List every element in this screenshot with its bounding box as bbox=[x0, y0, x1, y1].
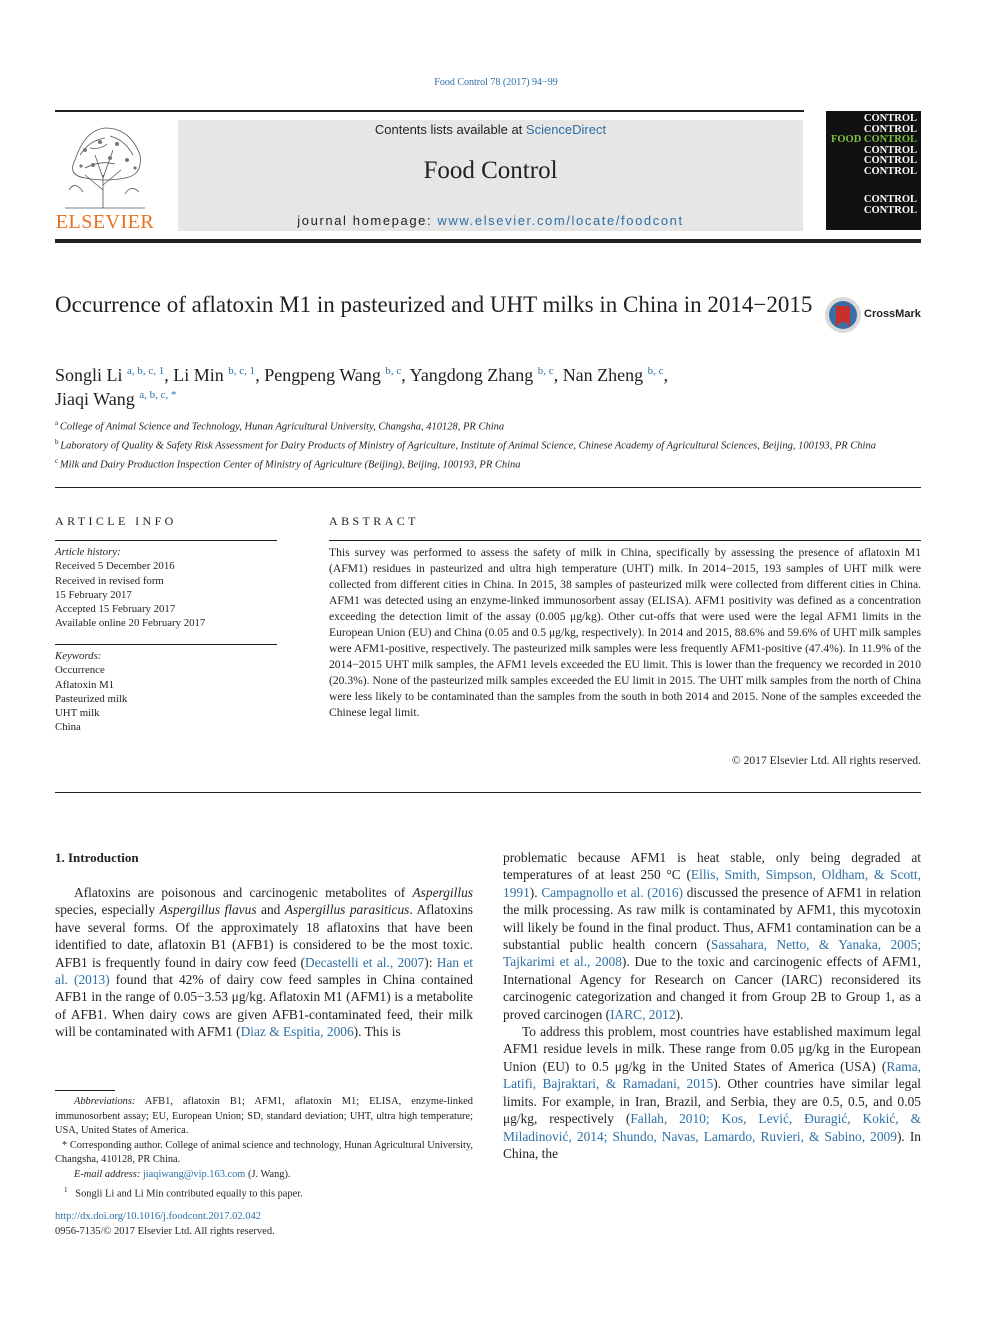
history-item: Received 5 December 2016 bbox=[55, 560, 175, 573]
abbreviations-footnote bbox=[55, 1095, 473, 1139]
italic-term: Aspergillus parasiticus bbox=[284, 902, 410, 918]
equal-contribution-text: Songli Li and Li Min contributed equally to this paper. bbox=[75, 1188, 303, 1200]
footnote-rule bbox=[55, 1090, 115, 1091]
history-label: Article history: bbox=[55, 546, 121, 558]
issn-copyright: 0956-7135/© 2017 Elsevier Ltd. All rights reserved. bbox=[55, 1226, 275, 1237]
author-name[interactable]: Jiaqi Wang bbox=[55, 389, 135, 409]
cover-line-food: FOOD CONTROL bbox=[830, 134, 917, 145]
cover-line: CONTROL bbox=[863, 113, 917, 124]
body-text: ). Due to the toxic and carcinogenic effects of AFM1, International Agency for Research on Cancer (IARC) reconsidered its carcinogenic categorization and changed it from Group 2B to Group 1, as a proved carcinogen ( bbox=[503, 954, 921, 1022]
affiliation-text: College of Animal Science and Technology, Hunan Agricultural University, Changsha, 410128, PR China bbox=[59, 421, 505, 433]
crossmark-badge[interactable] bbox=[824, 296, 924, 336]
author-affiliation-marks[interactable]: b, c bbox=[647, 365, 664, 377]
email-label: E-mail address: bbox=[74, 1168, 141, 1180]
citation-link[interactable]: Ellis, Smith, Simpson, Oldham, & Scott, 1991 bbox=[503, 867, 921, 900]
affiliation-item bbox=[55, 416, 921, 435]
footnote-mark: 1 bbox=[64, 1185, 68, 1194]
sciencedirect-link[interactable]: ScienceDirect bbox=[525, 122, 607, 137]
author-affiliation-marks[interactable]: a, b, c, * bbox=[139, 389, 177, 401]
crossmark-icon bbox=[824, 296, 862, 334]
affiliation-rule bbox=[55, 487, 921, 488]
author-affiliation-marks[interactable]: b, c, 1 bbox=[228, 365, 256, 377]
history-item: Accepted 15 February 2017 bbox=[55, 603, 176, 616]
article-info-heading: ARTICLE INFO bbox=[55, 514, 177, 528]
doi-link[interactable]: http://dx.doi.org/10.1016/j.foodcont.2017.02.042 bbox=[55, 1211, 262, 1222]
article-history bbox=[55, 545, 277, 631]
contents-prefix: Contents lists available at bbox=[374, 122, 526, 137]
crossmark-label: CrossMark bbox=[864, 308, 921, 320]
author-name[interactable]: Pengpeng Wang bbox=[264, 365, 381, 385]
journal-citation[interactable]: Food Control 78 (2017) 94−99 bbox=[434, 77, 558, 88]
citation-link[interactable]: Campagnollo et al. (2016) bbox=[541, 884, 683, 900]
cover-line: CONTROL bbox=[863, 155, 917, 166]
keyword: Pasteurized milk bbox=[55, 692, 128, 705]
footnotes bbox=[55, 1095, 473, 1202]
author-affiliation-marks[interactable]: b, c bbox=[537, 365, 554, 377]
history-item: Available online 20 February 2017 bbox=[55, 617, 206, 630]
author-separator: , bbox=[255, 365, 265, 385]
article-title: Occurrence of aflatoxin M1 in pasteurized and UHT milks in China in 2014−2015 bbox=[55, 292, 813, 317]
intro-paragraph bbox=[503, 1023, 921, 1162]
italic-term: Aspergillus bbox=[412, 885, 473, 900]
body-text: ): bbox=[424, 954, 437, 970]
author-separator: , bbox=[553, 365, 563, 385]
corresponding-author-note: * Corresponding author. College of animal science and technology, Hunan Agricultural University, Changsha, 410128, PR China. bbox=[55, 1139, 473, 1166]
journal-homepage-line bbox=[178, 213, 803, 228]
body-text: and bbox=[256, 902, 285, 918]
affiliation-mark: c bbox=[55, 457, 60, 465]
author-name[interactable]: Nan Zheng bbox=[562, 365, 644, 385]
contents-line bbox=[178, 122, 803, 137]
affiliation-mark: b bbox=[55, 438, 61, 446]
article-info-rule bbox=[55, 540, 277, 541]
affiliations bbox=[55, 416, 921, 473]
body-text: species, especially bbox=[55, 902, 160, 918]
abstract-heading: ABSTRACT bbox=[329, 514, 419, 528]
author-name[interactable]: Songli Li bbox=[55, 365, 123, 385]
body-text: . Aflatoxins have several forms. Of the approximately 18 aflatoxins that have been identified to date, aflatoxin B1 (AFB1) is considered to be the most toxic. AFB1 is frequently found in dairy cow feed ( bbox=[55, 902, 474, 970]
journal-homepage-link[interactable]: www.elsevier.com/locate/foodcont bbox=[437, 213, 684, 228]
author-separator: , bbox=[401, 365, 410, 385]
body-text: ). Other countries have similar legal limits. For example, in Iran, Brazil, and Serbia, they are 0.5, 0.5, and 0.05 μg/kg, respectively ( bbox=[503, 1076, 922, 1127]
elsevier-logo[interactable] bbox=[55, 120, 155, 232]
body-text: ). bbox=[529, 884, 542, 900]
keywords-label: Keywords: bbox=[55, 650, 102, 662]
keyword: Occurrence bbox=[55, 664, 105, 677]
equal-contribution-note bbox=[55, 1183, 473, 1202]
keyword: China bbox=[55, 721, 81, 734]
abstract-rule bbox=[329, 540, 921, 541]
citation-link[interactable]: IARC, 2012 bbox=[610, 1006, 676, 1022]
abstract-text: This survey was performed to assess the safety of milk in China, specifically by assessing the presence of aflatoxin M1 (AFM1) residues in pasteurized and ultra high temperature (UHT) milk. In 2014−2015, 193 samples of UHT milk were collected from different cities in China. In 2015, 38 samples of pasteurized milk were collected from different cities in China. AFM1 was detected using an enzyme-linked immunosorbent assay (ELISA). AFM1 positivity was defined as a concentration exceeding the detection limit of the assay (0.005 μg/kg). Other cut-offs that were used were the legal AFM1 limits in the European Union (EU) and China (0.05 and 0.5 μg/kg, respectively). In 2014 and 2015, 88.6% and 59.6% of UHT milk samples were AFM1-positive, respectively. The pasteurized milk samples were less frequently AFM1-positive (47.4%). In 11.9% of the 2014−2015 UHT milk samples, the AFM1 levels exceeded the EU limit. This is lower than the frequency we recorded in 2010 (20.3%). None of the pasteurized milk samples exceeded the EU limit in 2015. The UHT milk samples from the north of China were less likely to be contaminated than the samples from the south in both 2014 and 2015. None of the samples exceeded the Chinese legal limit. bbox=[329, 546, 921, 719]
affiliation-item bbox=[55, 435, 921, 454]
abstract-bottom-rule bbox=[55, 792, 921, 793]
keywords-block bbox=[55, 649, 277, 735]
body-text: To address this problem, most countries have established maximum legal AFM1 residue levels in milk. These range from 0.05 μg/kg in the European Union (EU) to 0.5 μg/kg in the United States of America (USA) ( bbox=[503, 1024, 921, 1074]
author-separator: , bbox=[164, 365, 174, 385]
cover-line: CONTROL bbox=[863, 123, 917, 135]
email-footnote bbox=[55, 1168, 473, 1183]
citation-link[interactable]: Fallah, 2010; Kos, Lević, Đuragić, Kokić, & Miladinović, 2014; Shundo, Navas, Lamardo, Ruvieri, & Sabino, 2009 bbox=[503, 1111, 921, 1144]
email-link[interactable]: jiaqiwang@vip.163.com bbox=[142, 1168, 246, 1180]
author-separator: , bbox=[663, 365, 669, 385]
header-rule-thick bbox=[55, 239, 921, 243]
journal-name: Food Control bbox=[423, 157, 558, 184]
author-affiliation-marks[interactable]: b, c bbox=[385, 365, 402, 377]
author-list bbox=[55, 361, 915, 409]
affiliation-item bbox=[55, 454, 921, 473]
section-heading-introduction: 1. Introduction bbox=[55, 850, 139, 865]
keyword: UHT milk bbox=[55, 707, 100, 720]
intro-column-right bbox=[503, 849, 921, 1162]
body-text: found that 42% of dairy cow feed samples in China contained AFB1 in the range of 0.05−3.53 μg/kg. Aflatoxin M1 (AFM1) is a metabolite of AFB1. When dairy cows are given AFB1-contaminated feed, their milk will be contaminated with AFM1 ( bbox=[55, 972, 473, 1040]
intro-column-left bbox=[55, 884, 473, 1041]
affiliation-text: Milk and Dairy Production Inspection Center of Ministry of Agriculture (Beijing), Beijing, 100193, PR China bbox=[59, 459, 521, 471]
author-name[interactable]: Yangdong Zhang bbox=[409, 365, 534, 385]
affiliation-text: Laboratory of Quality & Safety Risk Assessment for Dairy Products of Ministry of Agriculture, Institute of Animal Science, Chinese Academy of Agricultural Sciences, Beijing, 100193, PR China bbox=[60, 440, 876, 452]
email-suffix: (J. Wang). bbox=[245, 1168, 291, 1180]
italic-term: Aspergillus flavus bbox=[159, 902, 257, 918]
abstract-copyright: © 2017 Elsevier Ltd. All rights reserved. bbox=[731, 754, 921, 767]
keyword: Aflatoxin M1 bbox=[55, 678, 115, 691]
author-affiliation-marks[interactable]: a, b, c, 1 bbox=[127, 365, 165, 377]
intro-paragraph bbox=[503, 849, 921, 1023]
elsevier-wordmark: ELSEVIER bbox=[55, 211, 155, 233]
keywords-rule bbox=[55, 644, 277, 645]
affiliation-mark: a bbox=[55, 419, 60, 427]
body-text: ). This is bbox=[353, 1024, 401, 1040]
abbreviations-label: Abbreviations: bbox=[74, 1096, 136, 1107]
cover-line: CONTROL bbox=[863, 144, 917, 156]
citation-link[interactable]: Sassahara, Netto, & Yanaka, 2005; Tajkarimi et al., 2008 bbox=[503, 937, 921, 970]
header-rule bbox=[55, 110, 804, 112]
body-text: problematic because AFM1 is heat stable, only being degraded at temperatures of at least 250 °C ( bbox=[503, 850, 921, 883]
cover-line: CONTROL bbox=[863, 165, 917, 177]
history-item: Received in revised form bbox=[55, 574, 164, 587]
abbreviations-text: AFB1, aflatoxin B1; AFM1, aflatoxin M1; ELISA, enzyme-linked immunosorbent assay; EU, European Union; SD, standard deviation; UHT, ultra high temperature; USA, United States of America. bbox=[55, 1096, 473, 1137]
body-text: Aflatoxins are poisonous and carcinogenic metabolites of bbox=[74, 885, 413, 900]
journal-cover-thumbnail[interactable] bbox=[826, 111, 921, 230]
citation-link[interactable]: Rama, Latifi, Bajraktari, & Ramadani, 2015 bbox=[503, 1058, 921, 1092]
cover-line: CONTROL bbox=[863, 194, 917, 205]
citation-link[interactable]: Han et al. (2013) bbox=[55, 954, 473, 988]
author-name[interactable]: Li Min bbox=[173, 365, 224, 385]
body-text: discussed the presence of AFM1 in relation the milk processing. As raw milk is contaminated by AFM1, this mycotoxin will likely be found in the final product. Thus, AFM1 contamination can be a substantial public health concern ( bbox=[503, 884, 921, 953]
body-text: ). bbox=[675, 1006, 684, 1022]
homepage-prefix: journal homepage: bbox=[297, 213, 438, 228]
citation-link[interactable]: Decastelli et al., 2007 bbox=[305, 954, 425, 970]
citation-link[interactable]: Diaz & Espitia, 2006 bbox=[240, 1024, 354, 1040]
history-item: 15 February 2017 bbox=[55, 588, 132, 601]
cover-line: CONTROL bbox=[863, 204, 917, 216]
body-text: ). In China, the bbox=[503, 1128, 921, 1161]
